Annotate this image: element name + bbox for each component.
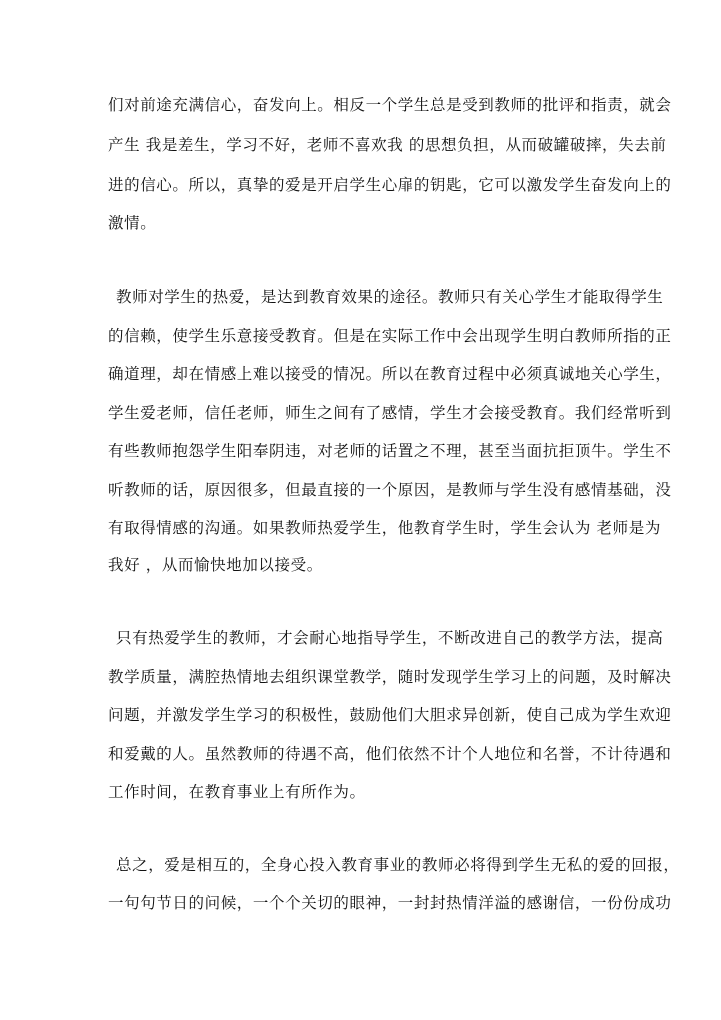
paragraph-line: 和爱戴的人。虽然教师的待遇不高，他们依然不计个人地位和名誉，不计待遇和 <box>108 745 672 763</box>
paragraph-line: 总之，爱是相互的，全身心投入教育事业的教师必将得到学生无私的爱的回报， <box>116 856 680 874</box>
paragraph-line: 进的信心。所以，真挚的爱是开启学生心扉的钥匙，它可以激发学生奋发向上的 <box>108 176 672 194</box>
paragraph-line: 产生 我是差生，学习不好，老师不喜欢我 的思想负担，从而破罐破摔，失去前 <box>108 136 667 154</box>
paragraph-line: 学生爱老师，信任老师，师生之间有了感情，学生才会接受教育。我们经常听到 <box>108 404 672 422</box>
paragraph-line: 听教师的话，原因很多，但最直接的一个原因，是教师与学生没有感情基础，没 <box>108 481 672 499</box>
paragraph-line: 们对前途充满信心，奋发向上。相反一个学生总是受到教师的批评和指责，就会 <box>108 96 672 114</box>
paragraph-line: 有些教师抱怨学生阳奉阴违，对老师的话置之不理，甚至当面抗拒顶牛。学生不 <box>108 442 672 460</box>
paragraph-line: 教学质量，满腔热情地去组织课堂教学，随时发现学生学习上的问题，及时解决 <box>108 668 672 686</box>
paragraph-line: 确道理，却在情感上难以接受的情况。所以在教育过程中必须真诚地关心学生， <box>108 365 672 383</box>
paragraph-line: 一句句节日的问候，一个个关切的眼神，一封封热情洋溢的感谢信，一份份成功 <box>108 894 672 912</box>
paragraph-line: 的信赖，使学生乐意接受教育。但是在实际工作中会出现学生明白教师所指的正 <box>108 327 672 345</box>
paragraph-line: 教师对学生的热爱，是达到教育效果的途径。教师只有关心学生才能取得学生 <box>116 288 664 306</box>
paragraph-line: 工作时间，在教育事业上有所作为。 <box>108 783 366 801</box>
paragraph-line: 问题，并激发学生学习的积极性，鼓励他们大胆求异创新，使自己成为学生欢迎 <box>108 706 672 724</box>
paragraph-line: 我好 ，从而愉快地加以接受。 <box>108 556 323 574</box>
paragraph-line: 激情。 <box>108 214 157 232</box>
paragraph-line: 有取得情感的沟通。如果教师热爱学生，他教育学生时，学生会认为 老师是为 <box>108 519 661 537</box>
paragraph-line: 只有热爱学生的教师，才会耐心地指导学生，不断改进自己的教学方法，提高 <box>116 629 664 647</box>
